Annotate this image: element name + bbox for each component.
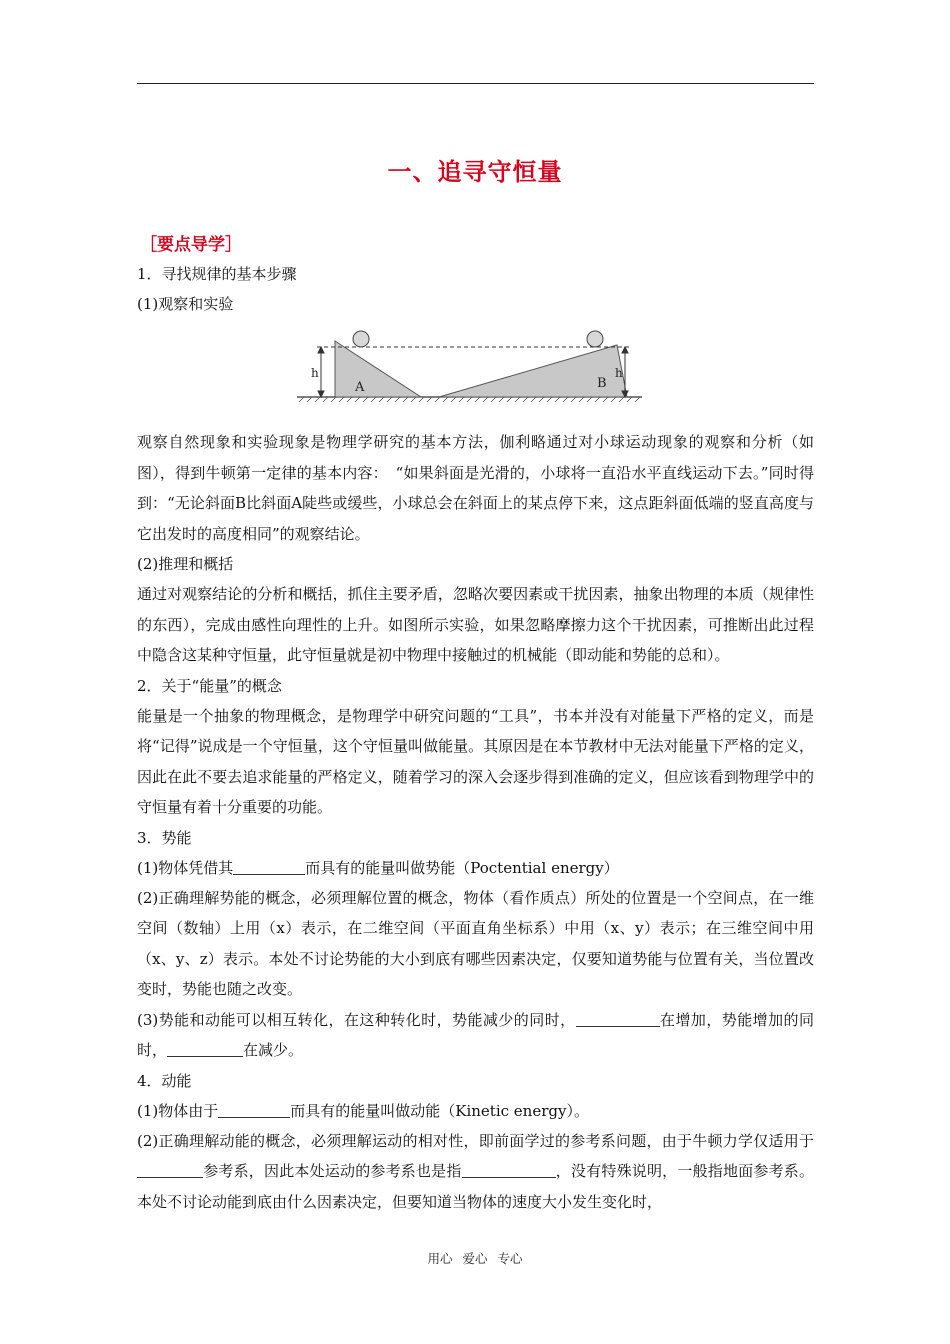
potential-item-2: (2)正确理解势能的概念，必须理解位置的概念，物体（看作质点）所处的位置是一个空间点，在一维空间（数轴）上用（x）表示，在二维空间（平面直角坐标系）中用（x、y）表示；在三维空间中用（x、y、z）表示。本处不讨论势能的大小到底有哪些因素决定，仅要知道势能与位置有关，当位置改变时，势能也随之改变。 <box>137 888 814 998</box>
fill-blank-5[interactable] <box>137 1161 203 1178</box>
label-a: A <box>355 380 365 395</box>
h-label-left: h <box>311 366 319 380</box>
h-label-right: h <box>615 366 623 380</box>
section-heading: ［要点导学］ <box>140 235 242 255</box>
sub-heading-reasoning: (2)推理和概括 <box>137 555 234 573</box>
fill-blank-2[interactable] <box>576 1010 660 1027</box>
step-heading-2: 2．关于“能量”的概念 <box>137 676 282 695</box>
height-marker-left <box>318 347 324 397</box>
ball-start <box>353 331 369 347</box>
label-b: B <box>597 376 607 391</box>
page-title: 一、追寻守恒量 <box>387 158 563 186</box>
incline-diagram <box>297 321 657 407</box>
fill-blank-4[interactable] <box>218 1101 290 1118</box>
step-heading-3: 3．势能 <box>137 828 192 847</box>
fill-blank-3[interactable] <box>167 1040 243 1057</box>
potential-item-3: (3)势能和动能可以相互转化，在这种转化时，势能减少的同时， 在增加，势能增加的同时， 在减少。 <box>137 1010 814 1059</box>
document-body <box>137 231 814 1217</box>
paragraph-energy-concept: 能量是一个抽象的物理概念，是物理学中研究问题的“工具”，书本并没有对能量下严格的定义，而是将“记得”说成是一个守恒量，这个守恒量叫做能量。其原因是在本节教材中无法对能量下严格的定义，因此在此不要去追求能量的严格定义，随着学习的深入会逐步得到准确的定义，但应该看到物理学中的守恒量有着十分重要的功能。 <box>137 706 814 816</box>
step-heading-4: 4．动能 <box>137 1071 192 1090</box>
kinetic-item-1: (1)物体由于 而具有的能量叫做动能（Kinetic energy）。 <box>137 1101 589 1120</box>
paragraph-reasoning: 通过对观察结论的分析和概括，抓住主要矛盾，忽略次要因素或干扰因素，抽象出物理的本质（规律性的东西），完成由感性向理性的上升。如图所示实验，如果忽略摩擦力这个干扰因素，可推断出此过程中隐含这某种守恒量，此守恒量就是初中物理中接触过的机械能（即动能和势能的总和）。 <box>137 585 814 664</box>
potential-item-1: (1)物体凭借其 而具有的能量叫做势能（Poctential energy） <box>137 858 619 877</box>
ball-end <box>587 331 603 347</box>
header-rule <box>137 83 814 84</box>
kinetic-item-2: (2)正确理解动能的概念，必须理解运动的相对性，即前面学过的参考系问题，由于牛顿力学仅适用于参考系，因此本处运动的参考系也是指 ，没有特殊说明，一般指地面参考系。本处不讨论动能到底由什么因素决定，但要知道当物体的速度大小发生变化时， <box>137 1131 814 1211</box>
sub-heading-observation: (1)观察和实验 <box>137 295 234 313</box>
paragraph-observation: 观察自然现象和实验现象是物理学研究的基本方法，伽利略通过对小球运动现象的观察和分析（如图），得到牛顿第一定律的基本内容： “如果斜面是光滑的，小球将一直沿水平直线运动下去。”同时得到：“无论斜面B比斜面A陡些或缓些，小球总会在斜面上的某点停下来，这点距斜面低端的竖直高度与它出发时的高度相同”的观察结论。 <box>137 433 814 543</box>
fill-blank-1[interactable] <box>233 858 305 875</box>
incline-figure <box>137 319 814 411</box>
step-heading-1: 1．寻找规律的基本步骤 <box>137 265 297 283</box>
fill-blank-6[interactable] <box>462 1161 556 1178</box>
incline-a <box>335 341 421 397</box>
page-footer: 用心 爱心 专心 <box>427 1251 523 1266</box>
